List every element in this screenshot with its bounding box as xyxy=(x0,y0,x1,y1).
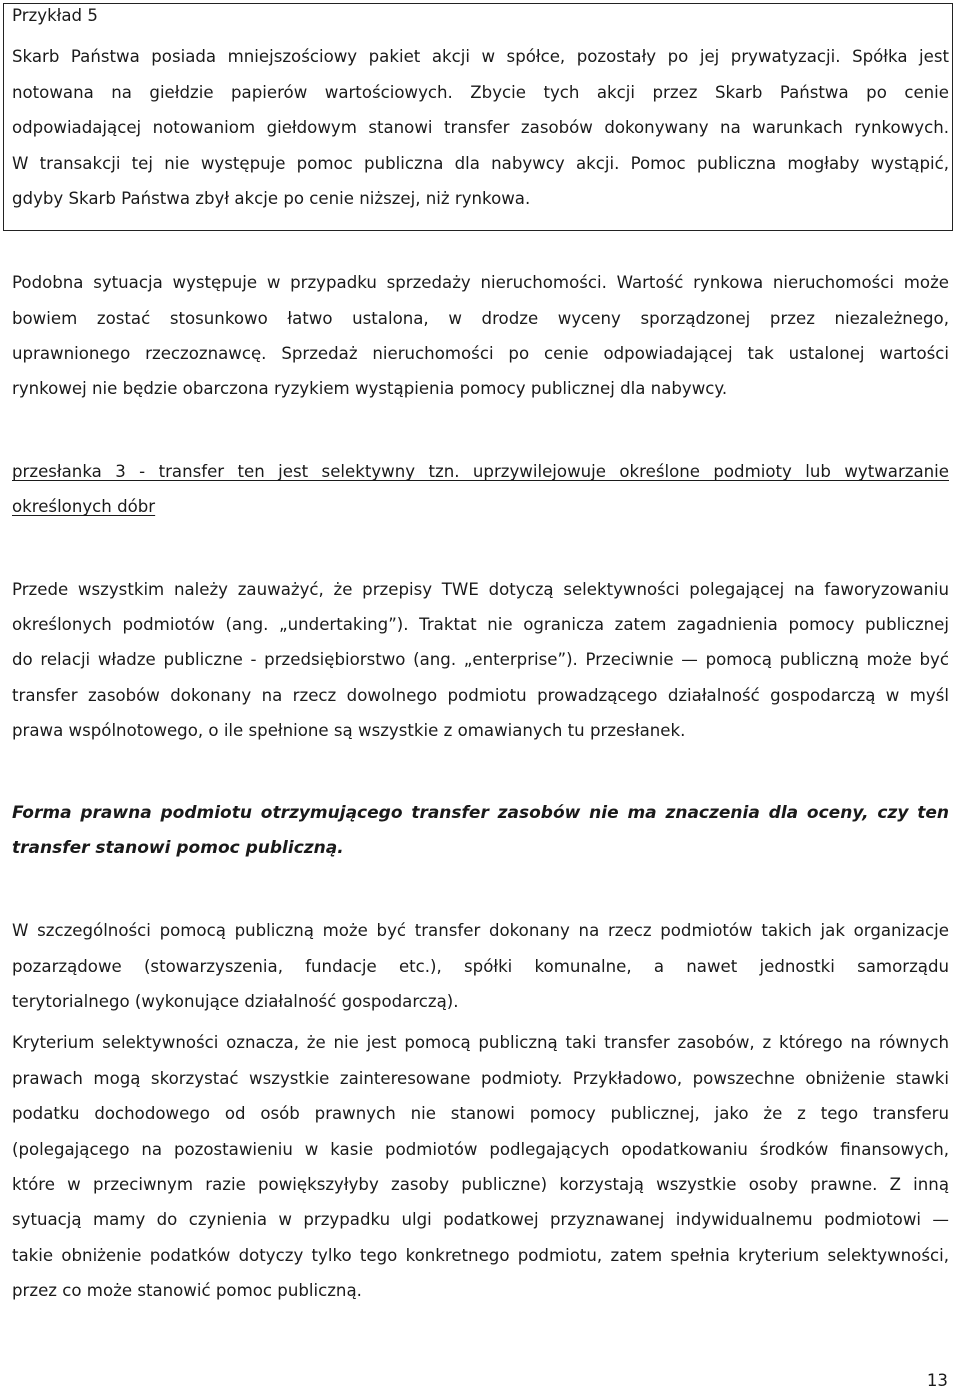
section-heading: przesłanka 3 - transfer ten jest selektywny tzn. uprzywilejowuje określone podmioty lub wytwarzanie xyxy=(12,462,949,481)
paragraph-line: Podobna sytuacja występuje w przypadku sprzedaży nieruchomości. Wartość rynkowa nieruchomości może xyxy=(12,273,949,292)
paragraph-line: Przede wszystkim należy zauważyć, że przepisy TWE dotyczą selektywności polegającej na faworyzowaniu xyxy=(12,580,949,599)
emphasis-statement: transfer stanowi pomoc publiczną. xyxy=(12,838,344,858)
example-line: notowana na giełdzie papierów wartościowych. Zbycie tych akcji przez Skarb Państwa po cenie xyxy=(12,83,949,102)
paragraph-line: do relacji władze publiczne - przedsiębiorstwo (ang. „enterprise”). Przeciwnie — pomocą publiczną może być xyxy=(12,650,949,669)
paragraph-line: rynkowej nie będzie obarczona ryzykiem wystąpienia pomocy publicznej dla nabywcy. xyxy=(12,379,728,398)
paragraph-line: sytuacją mamy do czynienia w przypadku ulgi podatkowej przyznawanej indywidualnemu podmiotowi — xyxy=(12,1210,949,1229)
page-number: 13 xyxy=(926,1371,948,1390)
example-line: odpowiadającej notowaniom giełdowym stanowi transfer zasobów dokonywany na warunkach rynkowych. xyxy=(12,118,949,137)
example-title: Przykład 5 xyxy=(12,6,98,25)
paragraph-line: przez co może stanowić pomoc publiczną. xyxy=(12,1281,362,1300)
paragraph-line: prawa wspólnotowego, o ile spełnione są wszystkie z omawianych tu przesłanek. xyxy=(12,721,686,740)
example-line: gdyby Skarb Państwa zbył akcje po cenie niższej, niż rynkowa. xyxy=(12,189,531,208)
paragraph-line: które w przeciwnym razie powiększyłyby zasoby publiczne) korzystają wszystkie osoby prawne. Z inną xyxy=(12,1175,949,1194)
paragraph-line: pozarządowe (stowarzyszenia, fundacje etc.), spółki komunalne, a nawet jednostki samorządu xyxy=(12,957,949,976)
example-line: Skarb Państwa posiada mniejszościowy pakiet akcji w spółce, pozostały po jej prywatyzacji. Spółka jest xyxy=(12,47,949,66)
paragraph-line: takie obniżenie podatków dotyczy tylko tego konkretnego podmiotu, zatem spełnia kryterium selektywności, xyxy=(12,1246,949,1265)
paragraph-line: bowiem zostać stosunkowo łatwo ustalona, w drodze wyceny sporządzonej przez niezależnego, xyxy=(12,309,949,328)
paragraph-line: (polegającego na pozostawieniu w kasie podmiotów podlegających opodatkowaniu środków finansowych, xyxy=(12,1140,949,1159)
paragraph-line: prawach mogą skorzystać wszystkie zainteresowane podmioty. Przykładowo, powszechne obniżenie stawki xyxy=(12,1069,949,1088)
paragraph-line: uprawnionego rzeczoznawcę. Sprzedaż nieruchomości po cenie odpowiadającej tak ustalonej wartości xyxy=(12,344,949,363)
paragraph-line: Kryterium selektywności oznacza, że nie jest pomocą publiczną taki transfer zasobów, z którego na równych xyxy=(12,1033,949,1052)
paragraph-line: określonych podmiotów (ang. „undertaking”). Traktat nie ogranicza zatem zagadnienia pomocy publicznej xyxy=(12,615,949,634)
example-line: W transakcji tej nie występuje pomoc publiczna dla nabywcy akcji. Pomoc publiczna mogłaby wystąpić, xyxy=(12,154,949,173)
paragraph-line: podatku dochodowego od osób prawnych nie stanowi pomocy publicznej, jako że z tego transferu xyxy=(12,1104,949,1123)
section-heading: określonych dóbr xyxy=(12,497,156,516)
paragraph-line: transfer zasobów dokonany na rzecz dowolnego podmiotu prowadzącego działalność gospodarczą w myśl xyxy=(12,686,949,705)
paragraph-line: terytorialnego (wykonujące działalność gospodarczą). xyxy=(12,992,459,1011)
paragraph-line: W szczególności pomocą publiczną może być transfer dokonany na rzecz podmiotów takich jak organizacje xyxy=(12,921,949,940)
emphasis-statement: Forma prawna podmiotu otrzymującego transfer zasobów nie ma znaczenia dla oceny, czy ten xyxy=(12,803,949,823)
